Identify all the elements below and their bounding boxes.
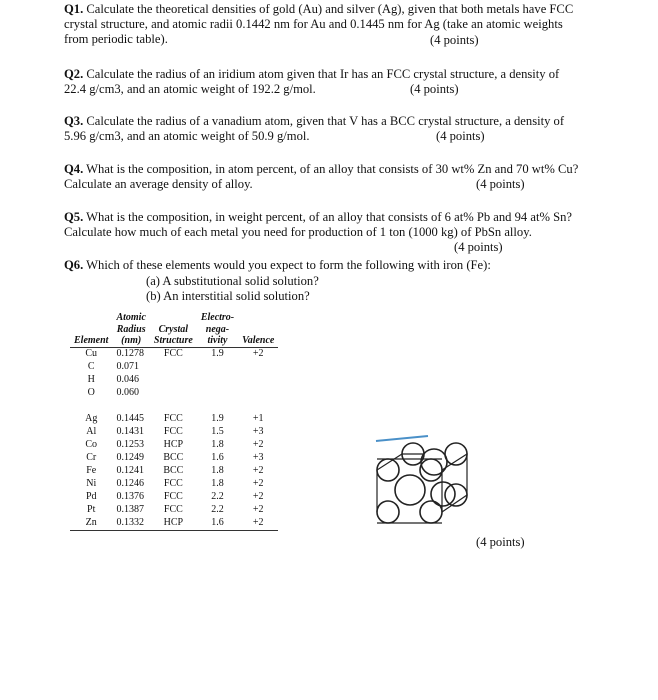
question-number: Q3. xyxy=(64,114,84,128)
cell-electronegativity: 1.6 xyxy=(197,517,238,531)
question-number: Q5. xyxy=(64,210,84,224)
question-text: Which of these elements would you expect to form the following with iron (Fe): xyxy=(83,258,491,272)
table-row xyxy=(70,374,278,387)
question-text: Calculate the radius of an iridium atom given that Ir has an FCC crystal structure, a density of 22.4 g/cm3, and an atomic weight of 192.2 g/mol. xyxy=(64,67,560,97)
cell-electronegativity: 1.5 xyxy=(211,425,224,437)
cell-valence: +2 xyxy=(252,490,264,502)
cell-valence: +2 xyxy=(238,517,278,531)
cell-valence: +2 xyxy=(252,347,264,359)
cell-electronegativity: 1.8 xyxy=(211,464,224,476)
table-row xyxy=(70,426,278,439)
header-element: Element xyxy=(70,335,112,347)
table-row xyxy=(70,465,278,478)
question-text: Calculate the theoretical densities of gold (Au) and silver (Ag), given that both metals have FCC crystal structure, and atomic radii 0.1442 nm for Au and 0.1445 nm for Ag (take an atomic weights from periodic table). xyxy=(64,2,574,47)
table-row xyxy=(70,504,278,517)
cell-valence: +2 xyxy=(252,464,264,476)
q6-part-a: (a) A substitutional solid solution? xyxy=(146,274,319,288)
table-row xyxy=(70,478,278,491)
cell-radius: 0.1387 xyxy=(116,503,144,515)
cell-valence: +1 xyxy=(252,412,264,424)
question-text: What is the composition, in weight percent, of an alloy that consists of 6 at% Pb and 94 at% Sn? Calculate how much of each metal you need for production of 1 ton (1000 kg) of PbSn alloy. xyxy=(64,210,572,240)
cell-element: Ni xyxy=(86,477,97,489)
cell-structure: HCP xyxy=(150,517,197,531)
cell-radius: 0.1431 xyxy=(116,425,144,437)
element-properties-table xyxy=(70,312,278,531)
cell-element: Zn xyxy=(70,517,112,531)
cell-element: Al xyxy=(86,425,97,437)
table-row xyxy=(70,347,278,361)
header-electro-2: nega- xyxy=(205,323,230,335)
question-3 xyxy=(64,114,584,144)
cell-electronegativity: 1.8 xyxy=(211,477,224,489)
header-radius-3: (nm) xyxy=(112,335,149,347)
header-electro-3: tivity xyxy=(197,335,238,347)
cell-structure: BCC xyxy=(163,464,184,476)
cell-valence: +2 xyxy=(252,477,264,489)
question-5 xyxy=(64,210,584,240)
cell-electronegativity: 1.8 xyxy=(211,438,224,450)
cell-valence xyxy=(238,387,278,400)
fcc-unit-cell-icon xyxy=(368,432,478,532)
question-points: (4 points) xyxy=(454,240,503,254)
cell-structure: FCC xyxy=(163,425,183,437)
header-electro-1: Electro- xyxy=(200,312,235,323)
cell-radius: 0.1278 xyxy=(116,347,144,359)
cell-element: O xyxy=(87,386,95,398)
cell-radius: 0.1241 xyxy=(116,464,144,476)
question-2 xyxy=(64,67,584,97)
cell-valence: +2 xyxy=(252,438,264,450)
cell-radius: 0.071 xyxy=(116,360,139,372)
cell-structure xyxy=(150,374,197,387)
cell-element: Pt xyxy=(87,503,96,515)
question-text: What is the composition, in atom percent, of an alloy that consists of 30 wt% Zn and 70 wt% Cu? Calculate an average density of alloy. xyxy=(64,162,579,192)
question-6 xyxy=(64,258,584,273)
question-number: Q1. xyxy=(64,2,84,16)
cell-valence: +3 xyxy=(252,451,264,463)
table-row xyxy=(70,491,278,504)
cell-electronegativity: 1.9 xyxy=(211,412,224,424)
cell-valence xyxy=(238,374,278,387)
cell-structure: FCC xyxy=(163,477,183,489)
table-row xyxy=(70,387,278,400)
q6-points: (4 points) xyxy=(476,535,525,549)
cell-radius: 0.1253 xyxy=(116,438,144,450)
cell-element: H xyxy=(87,373,95,385)
question-number: Q4. xyxy=(64,162,84,176)
table-row xyxy=(70,413,278,426)
cell-element: Fe xyxy=(86,464,97,476)
header-radius-2: Radius xyxy=(116,323,146,335)
question-points: (4 points) xyxy=(430,33,479,47)
cell-structure: FCC xyxy=(163,412,183,424)
cell-valence: +2 xyxy=(252,503,264,515)
cell-radius: 0.1246 xyxy=(116,477,144,489)
cell-element: Cr xyxy=(86,451,97,463)
question-1 xyxy=(64,2,584,48)
question-number: Q6. xyxy=(64,258,84,272)
header-radius-1: Atomic xyxy=(116,312,146,323)
cell-electronegativity: 2.2 xyxy=(211,490,224,502)
question-points: (4 points) xyxy=(476,177,525,191)
table-row xyxy=(70,452,278,465)
cell-element: C xyxy=(87,360,95,372)
cell-electronegativity xyxy=(197,361,238,374)
cell-electronegativity xyxy=(197,374,238,387)
q6-part-b: (b) An interstitial solid solution? xyxy=(146,289,310,303)
cell-radius: 0.1445 xyxy=(116,412,144,424)
cell-radius: 0.1376 xyxy=(116,490,144,502)
cell-structure: FCC xyxy=(163,347,183,359)
cell-structure: FCC xyxy=(163,490,183,502)
question-text: Calculate the radius of a vanadium atom, given that V has a BCC crystal structure, a density of 5.96 g/cm3, and an atomic weight of 50.9 g/mol. xyxy=(64,114,565,144)
cell-structure: HCP xyxy=(163,438,184,450)
cell-structure: BCC xyxy=(163,451,184,463)
cell-electronegativity: 1.6 xyxy=(211,451,224,463)
cell-electronegativity: 2.2 xyxy=(211,503,224,515)
header-structure-2: Structure xyxy=(150,335,197,347)
accent-line xyxy=(376,436,428,441)
cell-valence: +3 xyxy=(252,425,264,437)
cell-radius: 0.1332 xyxy=(112,517,149,531)
header-valence: Valence xyxy=(238,335,278,347)
cell-element: Cu xyxy=(85,347,98,359)
table-row xyxy=(70,517,278,531)
cell-structure xyxy=(150,387,197,400)
question-points: (4 points) xyxy=(410,82,459,96)
cell-radius: 0.1249 xyxy=(116,451,144,463)
cell-electronegativity xyxy=(197,387,238,400)
header-structure-1: Crystal xyxy=(158,323,189,335)
cell-element: Co xyxy=(85,438,98,450)
cell-radius: 0.060 xyxy=(116,386,139,398)
cell-structure: FCC xyxy=(163,503,183,515)
cell-radius: 0.046 xyxy=(116,373,139,385)
cell-electronegativity: 1.9 xyxy=(211,347,224,359)
cell-structure xyxy=(150,361,197,374)
cell-element: Pd xyxy=(85,490,97,502)
cell-valence xyxy=(238,361,278,374)
question-points: (4 points) xyxy=(436,129,485,143)
question-number: Q2. xyxy=(64,67,84,81)
cell-element: Ag xyxy=(85,412,98,424)
table-row xyxy=(70,439,278,452)
table-row xyxy=(70,361,278,374)
